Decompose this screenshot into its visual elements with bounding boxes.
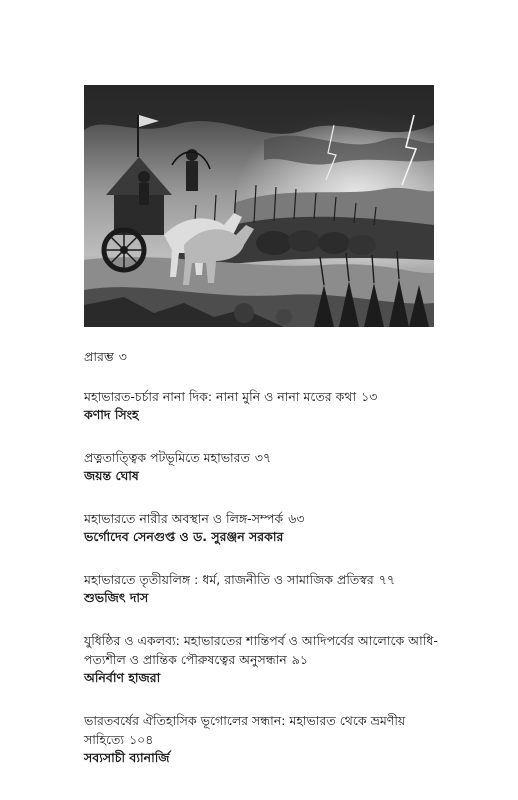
toc-entry-prelude bbox=[84, 347, 444, 366]
toc-title-text: যুধিষ্ঠির ও একলব্য: মহাভারতের শান্তিপর্ব ও আদিপর্বের আলোকে আধি-পত্যশীল ও প্রান্তিক পৌরুষত্বের অনুসন্ধান bbox=[84, 633, 438, 667]
toc-page-number: ১০৪ bbox=[129, 732, 154, 747]
toc-entry-1 bbox=[84, 387, 444, 424]
toc-title-text: প্রারম্ভ bbox=[84, 349, 114, 364]
toc-entry-title bbox=[84, 631, 444, 669]
toc-page-number: ৯১ bbox=[291, 652, 308, 667]
toc-page-number: ৬৩ bbox=[288, 511, 305, 526]
illustration-drawing bbox=[84, 85, 434, 327]
toc-page-number: ৭৭ bbox=[378, 572, 396, 587]
battle-chariot-illustration bbox=[84, 85, 434, 327]
toc-title-text: ভারতবর্ষের ঐতিহাসিক ভূগোলের সন্ধান: মহাভারত থেকে ভ্রমণীয় সাহিত্যে bbox=[84, 713, 406, 747]
toc-entry-title bbox=[84, 387, 444, 406]
toc-entry-author: সব্যসাচী ব্যানার্জি bbox=[84, 750, 170, 765]
toc-entry-author: কণাদ সিংহ bbox=[84, 407, 139, 422]
table-of-contents bbox=[84, 347, 444, 791]
toc-entry-author: ভর্গোদেব সেনগুপ্ত ও ড. সুরঞ্জন সরকার bbox=[84, 529, 284, 544]
toc-entry-2 bbox=[84, 448, 444, 485]
toc-page-number: ৩ bbox=[118, 349, 127, 364]
toc-entry-title bbox=[84, 347, 444, 366]
toc-entry-author: জয়ন্ত ঘোষ bbox=[84, 468, 139, 483]
toc-title-text: মহাভারতে নারীর অবস্থান ও লিঙ্গ-সম্পর্ক bbox=[84, 511, 284, 526]
toc-page-number: ৩৭ bbox=[254, 450, 272, 465]
toc-title-text: প্রত্নতাত্ত্বিক পটভূমিতে মহাভারত bbox=[84, 450, 250, 465]
toc-title-text: মহাভারতে তৃতীয়লিঙ্গ : ধর্ম, রাজনীতি ও সামাজিক প্রতিস্বর bbox=[84, 572, 374, 587]
toc-entry-author: শুভজিৎ দাস bbox=[84, 590, 149, 605]
toc-entry-title bbox=[84, 509, 444, 528]
toc-entry-6 bbox=[84, 711, 444, 767]
toc-entry-3 bbox=[84, 509, 444, 546]
toc-entry-title bbox=[84, 711, 444, 749]
toc-page-number: ১৩ bbox=[361, 389, 378, 404]
toc-entry-title bbox=[84, 570, 444, 589]
toc-title-text: মহাভারত-চর্চার নানা দিক: নানা মুনি ও নানা মতের কথা bbox=[84, 389, 357, 404]
toc-entry-author: অনির্বাণ হাজরা bbox=[84, 670, 161, 685]
toc-entry-title bbox=[84, 448, 444, 467]
toc-entry-5 bbox=[84, 631, 444, 687]
toc-entry-4 bbox=[84, 570, 444, 607]
